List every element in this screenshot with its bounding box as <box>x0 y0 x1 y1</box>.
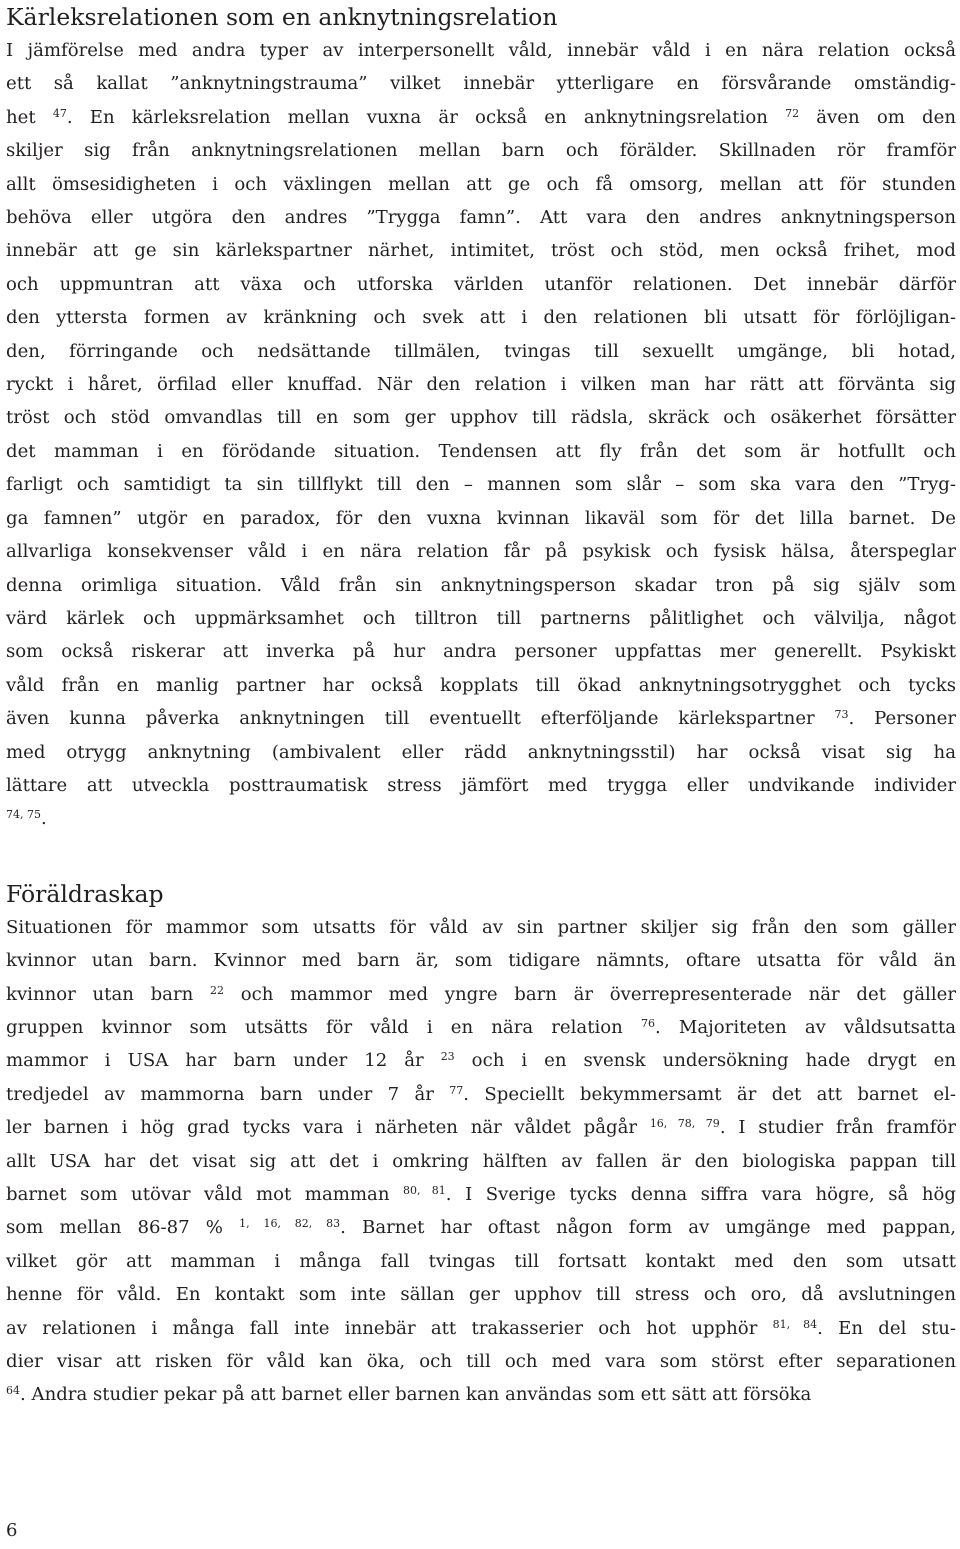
text-line: farligt och samtidigt ta sin tillflykt till den – mannen som slår – som ska vara den ”Tryg- <box>6 474 956 496</box>
citation-ref: 73 <box>834 708 849 722</box>
text-line: som mellan 86-87 % $^{1, 16, 82, 83}$. Barnet har oftast någon form av umgänge med pappan, <box>6 1217 956 1239</box>
text-line: allt ömsesidigheten i och växlingen mellan att ge och få omsorg, mellan att för stunden <box>6 173 956 195</box>
citation-ref: 47 <box>52 106 67 120</box>
citation-ref: 74, 75 <box>6 808 41 822</box>
text-line: dier visar att risken för våld kan öka, och till och med vara som störst efter separationen <box>6 1351 956 1373</box>
text-line: barnet som utövar våld mot mamman $^{80, 81}$. I Sverige tycks denna siffra vara högre, så hög <box>6 1184 956 1205</box>
text-line: lättare att utveckla posttraumatisk stress jämfört med trygga eller undvikande individer <box>6 774 956 796</box>
citation-ref: 1, 16, 82, 83 <box>239 1217 341 1231</box>
citation-ref: 81, 84 <box>772 1317 818 1331</box>
section-heading-relationship: Kärleksrelationen som en anknytningsrelation <box>6 3 558 31</box>
text-line: den yttersta formen av kränkning och svek att i den relationen bli utsatt för förlöjligan- <box>6 307 956 329</box>
citation-ref: 64 <box>6 1384 20 1398</box>
text-line: tröst och stöd omvandlas till en som ger upphov till rädsla, skräck och osäkerhet försätter <box>6 407 956 429</box>
text-line: behöva eller utgöra den andres ”Trygga famn”. Att vara den andres anknytningsperson <box>6 207 956 229</box>
text-line: $^{64}$. Andra studier pekar på att barnet eller barnen kan användas som ett sätt att försöka <box>6 1384 812 1406</box>
paragraph-parenting <box>6 911 956 1412</box>
page-number: 6 <box>6 1520 18 1541</box>
citation-ref: 76 <box>640 1016 655 1030</box>
text-line: $^{74, 75}$. <box>6 808 47 830</box>
text-line: med otrygg anknytning (ambivalent eller rädd anknytningsstil) har också visat sig ha <box>6 741 956 763</box>
text-line: Situationen för mammor som utsatts för våld av sin partner skiljer sig från den som gäller <box>6 916 956 938</box>
text-line: denna orimliga situation. Våld från sin anknytningsperson skadar tron på sig själv som <box>6 574 956 596</box>
citation-ref: 80, 81 <box>403 1184 446 1197</box>
paragraph-relationship <box>6 34 956 836</box>
text-line: och uppmuntran att växa och utforska världen utanför relationen. Det innebär därför <box>6 273 956 295</box>
text-line: I jämförelse med andra typer av interpersonellt våld, innebär våld i en nära relation också <box>6 40 956 61</box>
text-line: våld från en manlig partner har också kopplats till ökad anknytningsotrygghet och tycks <box>6 674 956 696</box>
citation-ref: 77 <box>449 1083 464 1097</box>
text-line: henne för våld. En kontakt som inte sällan ger upphov till stress och oro, då avslutningen <box>6 1284 956 1306</box>
text-line: ryckt i håret, örfilad eller knuffad. När den relation i vilken man har rätt att förvänta sig <box>6 374 956 396</box>
text-line: av relationen i många fall inte innebär att trakasserier och hot upphör $^{81, 84}$. En del stu- <box>6 1317 956 1339</box>
text-line: den, förringande och nedsättande tillmälen, tvingas till sexuellt umgänge, bli hotad, <box>6 340 956 362</box>
text-line: ler barnen i hög grad tycks vara i närheten när våldet pågår $^{16, 78, 79}$. I studier från framför <box>6 1117 956 1139</box>
text-line: mammor i USA har barn under 12 år $^{23}$ och i en svensk undersökning hade drygt en <box>6 1050 957 1072</box>
text-line: även kunna påverka anknytningen till eventuellt efterföljande kärlekspartner $^{73}$. Personer <box>6 708 956 730</box>
text-line: ett så kallat ”anknytningstrauma” vilket innebär ytterligare en försvårande omständig- <box>6 73 956 95</box>
citation-ref: 22 <box>209 983 224 997</box>
section-heading-parenting: Föräldraskap <box>6 879 164 908</box>
text-line: värd kärlek och uppmärksamhet och tilltron till partnerns pålitlighet och välvilja, något <box>6 607 956 629</box>
citation-ref: 23 <box>440 1050 455 1064</box>
citation-ref: 16, 78, 79 <box>649 1117 720 1131</box>
text-line: vilket gör att mamman i många fall tvingas till fortsatt kontakt med den som utsatt <box>6 1250 956 1272</box>
text-line: het $^{47}$. En kärleksrelation mellan vuxna är också en anknytningsrelation $^{72}$ även om den <box>6 106 956 128</box>
document-page <box>6 0 956 1412</box>
text-line: som också riskerar att inverka på hur andra personer uppfattas mer generellt. Psykiskt <box>6 641 956 663</box>
text-line: innebär att ge sin kärlekspartner närhet, intimitet, tröst och stöd, men också frihet, mod <box>6 240 956 262</box>
text-line: skiljer sig från anknytningsrelationen mellan barn och förälder. Skillnaden rör framför <box>6 140 956 162</box>
text-line: ga famnen” utgör en paradox, för den vuxna kvinnan likaväl som för det lilla barnet. De <box>6 507 956 529</box>
text-line: allvarliga konsekvenser våld i en nära relation får på psykisk och fysisk hälsa, återspeglar <box>6 541 956 563</box>
text-line: gruppen kvinnor som utsätts för våld i en nära relation $^{76}$. Majoriteten av våldsutsatta <box>6 1016 957 1038</box>
text-line: kvinnor utan barn $^{22}$ och mammor med yngre barn är överrepresenterade när det gäller <box>6 983 956 1005</box>
text-line: allt USA har det visat sig att det i omkring hälften av fallen är den biologiska pappan till <box>6 1150 956 1172</box>
text-line: det mamman i en förödande situation. Tendensen att fly från det som är hotfullt och <box>6 440 956 462</box>
text-line: tredjedel av mammorna barn under 7 år $^{77}$. Speciellt bekymmersamt är det att barnet el- <box>6 1083 956 1105</box>
text-line: kvinnor utan barn. Kvinnor med barn är, som tidigare nämnts, oftare utsatta för våld än <box>6 950 956 972</box>
citation-ref: 72 <box>785 106 800 120</box>
